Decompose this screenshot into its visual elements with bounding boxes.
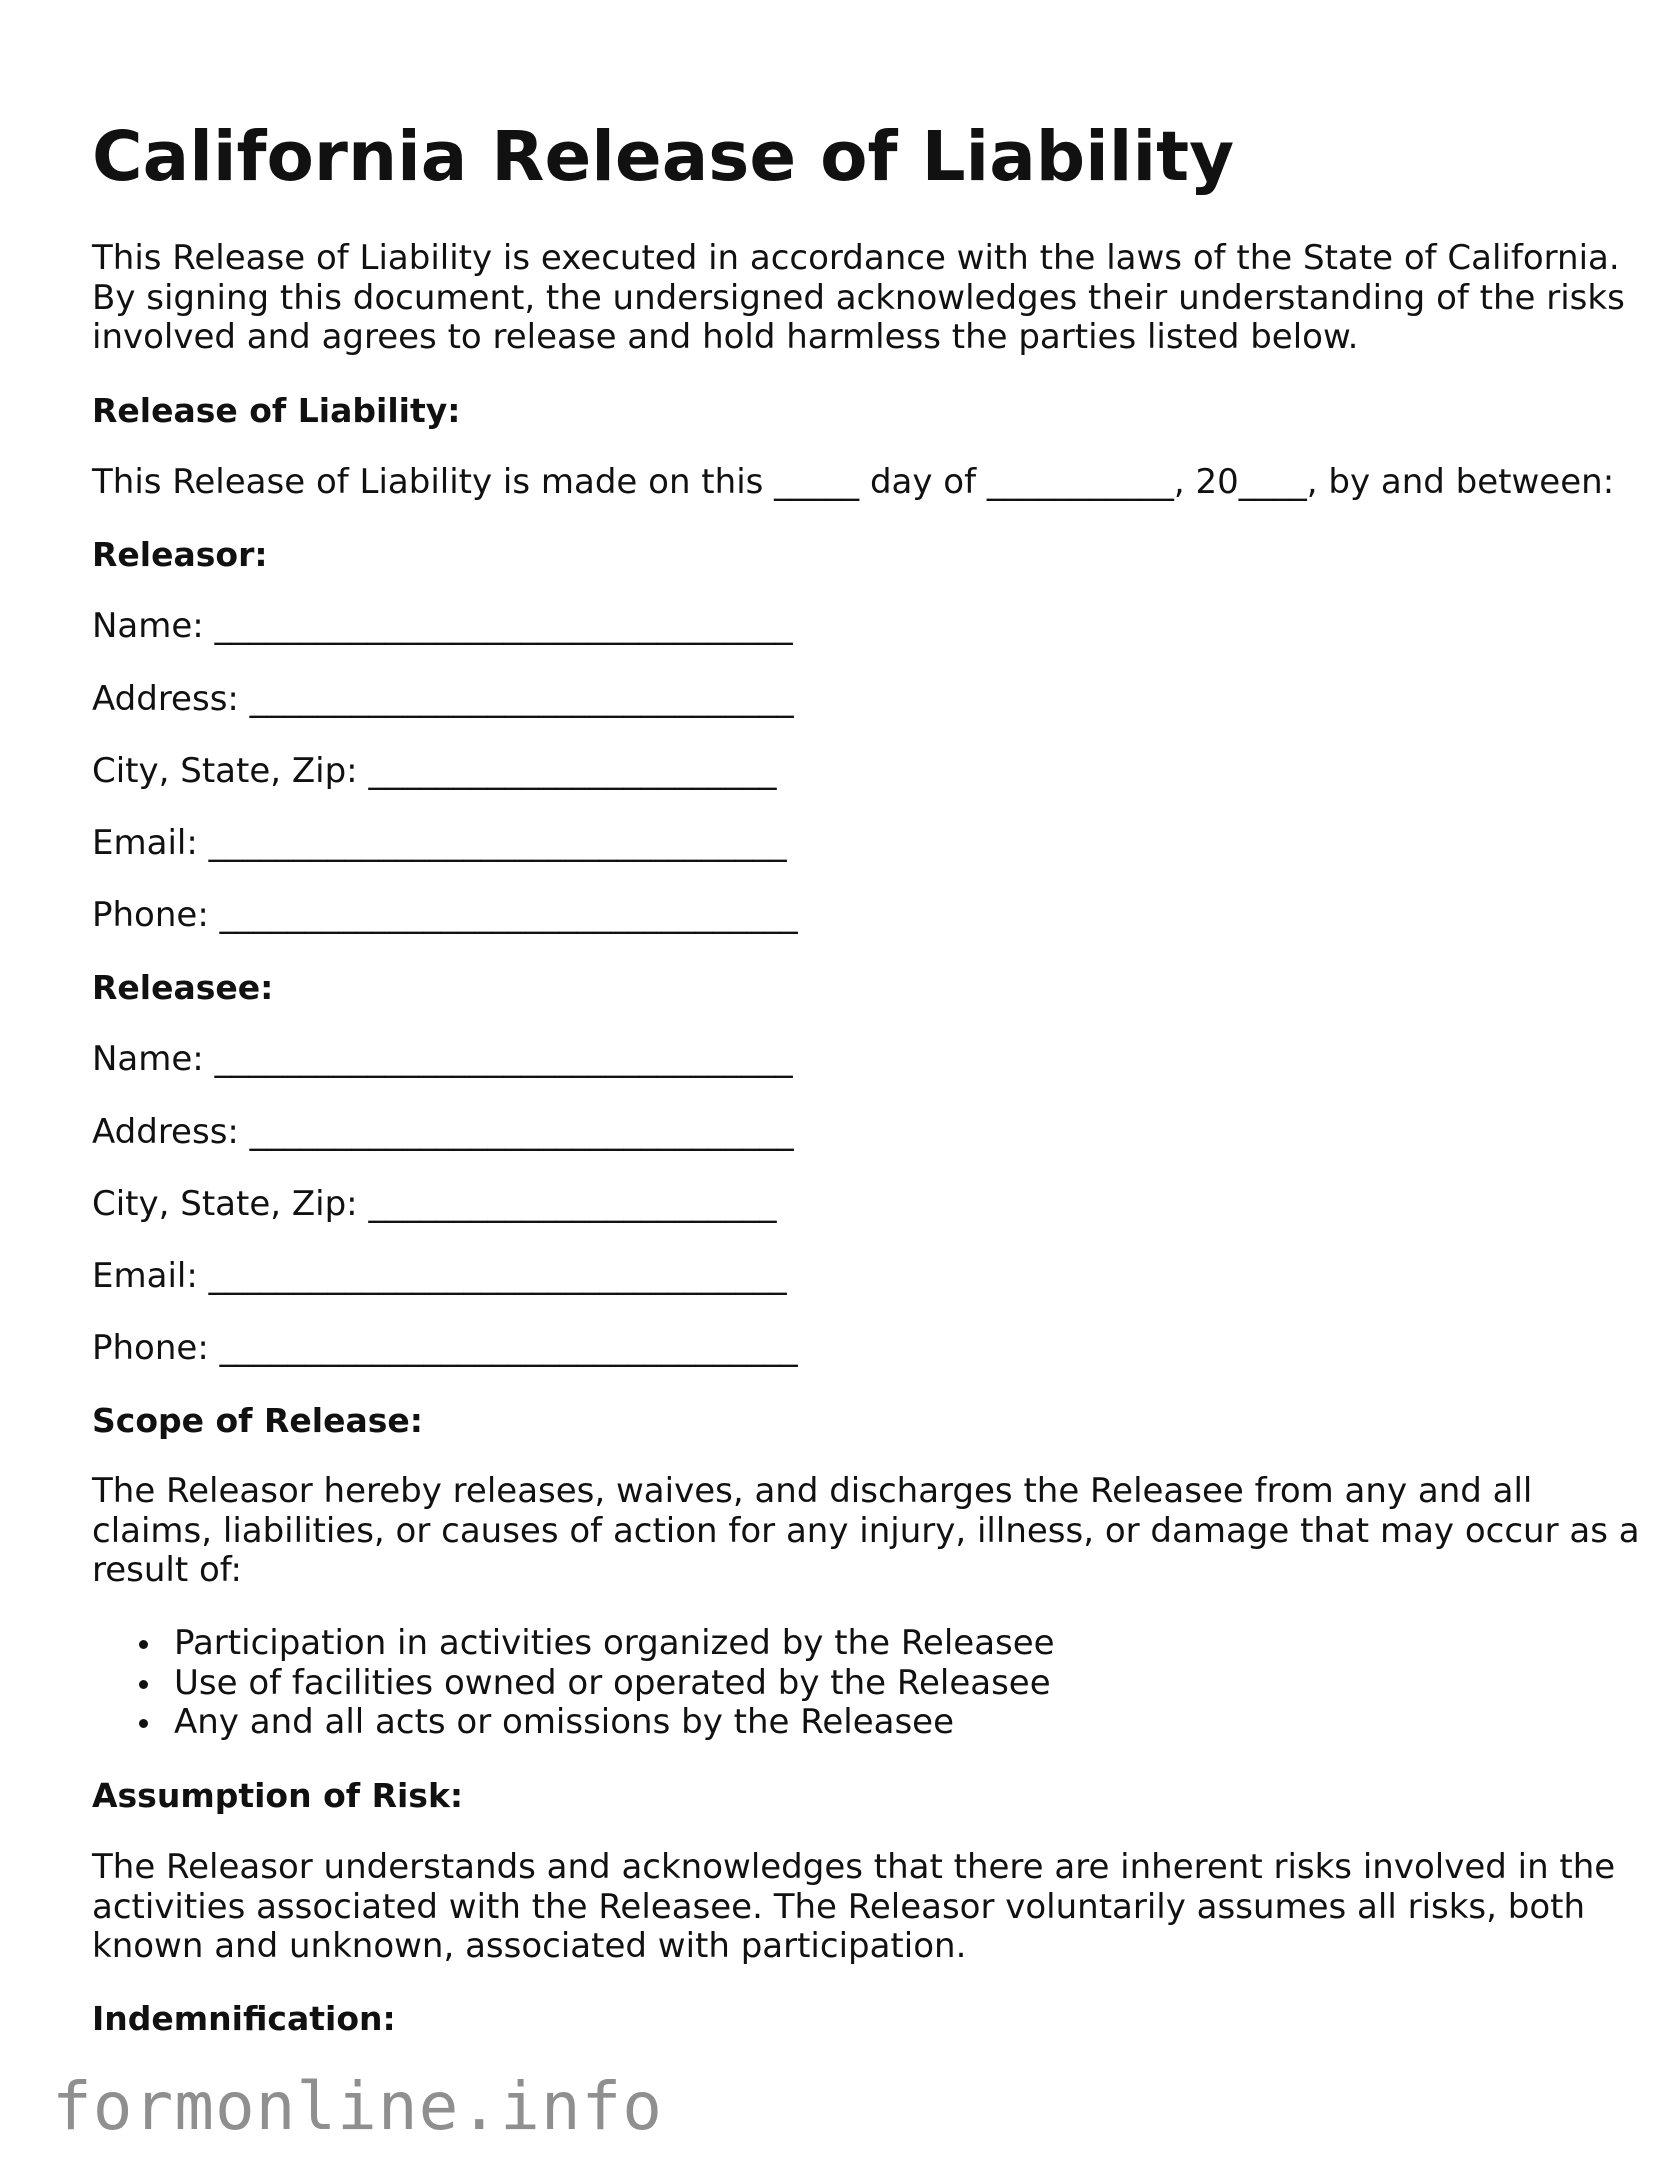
assumption-line: The Releasor understands and acknowledges that there are inherent risks involved in the	[92, 1847, 1616, 1887]
bullet-icon	[139, 1719, 148, 1728]
intro-paragraph	[92, 239, 1625, 358]
scope-heading: Scope of Release:	[92, 1401, 423, 1440]
scope-line: claims, liabilities, or causes of action for any injury, illness, or damage that may occur as a	[92, 1510, 1640, 1551]
releasee-email-field[interactable]: Email: __________________________________	[92, 1256, 787, 1296]
bullet-icon	[139, 1680, 148, 1689]
bullet-icon	[139, 1640, 148, 1649]
releasor-city-field[interactable]: City, State, Zip: ________________________	[92, 751, 777, 791]
scope-paragraph	[92, 1472, 1640, 1591]
intro-line: involved and agrees to release and hold harmless the parties listed below.	[92, 317, 1359, 357]
releasee-phone-field[interactable]: Phone: __________________________________	[92, 1328, 798, 1368]
releasor-heading: Releasor:	[92, 535, 268, 574]
list-item: Participation in activities organized by the Releasee	[92, 1624, 1055, 1664]
assumption-paragraph	[92, 1848, 1615, 1967]
releasee-address-field[interactable]: Address: ________________________________	[92, 1112, 794, 1152]
scope-line: result of:	[92, 1550, 243, 1590]
releasor-name-field[interactable]: Name: __________________________________	[92, 606, 793, 646]
list-item: Use of facilities owned or operated by the Releasee	[92, 1664, 1055, 1704]
releasee-heading: Releasee:	[92, 968, 274, 1007]
release-heading: Release of Liability:	[92, 391, 461, 430]
indemnification-heading: Indemnification:	[92, 1999, 396, 2038]
watermark: formonline.info	[52, 2068, 664, 2145]
intro-line: By signing this document, the undersigned acknowledges their understanding of the risks	[92, 277, 1625, 318]
assumption-heading: Assumption of Risk:	[92, 1776, 464, 1815]
releasee-city-field[interactable]: City, State, Zip: ________________________	[92, 1184, 777, 1224]
releasor-phone-field[interactable]: Phone: __________________________________	[92, 895, 798, 935]
releasor-email-field[interactable]: Email: __________________________________	[92, 823, 787, 863]
scope-bullet-list	[92, 1624, 1055, 1743]
intro-line: This Release of Liability is executed in accordance with the laws of the State of California.	[92, 238, 1620, 278]
scope-line: The Releasor hereby releases, waives, and discharges the Releasee from any and all	[92, 1471, 1533, 1511]
page-title: California Release of Liability	[92, 117, 1235, 197]
releasor-address-field[interactable]: Address: ________________________________	[92, 679, 794, 719]
releasee-name-field[interactable]: Name: __________________________________	[92, 1039, 793, 1079]
list-item: Any and all acts or omissions by the Releasee	[92, 1703, 1055, 1743]
assumption-line: known and unknown, associated with participation.	[92, 1926, 967, 1966]
release-date-line: This Release of Liability is made on this _____ day of ___________, 20____, by and between:	[92, 462, 1615, 502]
assumption-line: activities associated with the Releasee. The Releasor voluntarily assumes all risks, both	[92, 1886, 1586, 1927]
